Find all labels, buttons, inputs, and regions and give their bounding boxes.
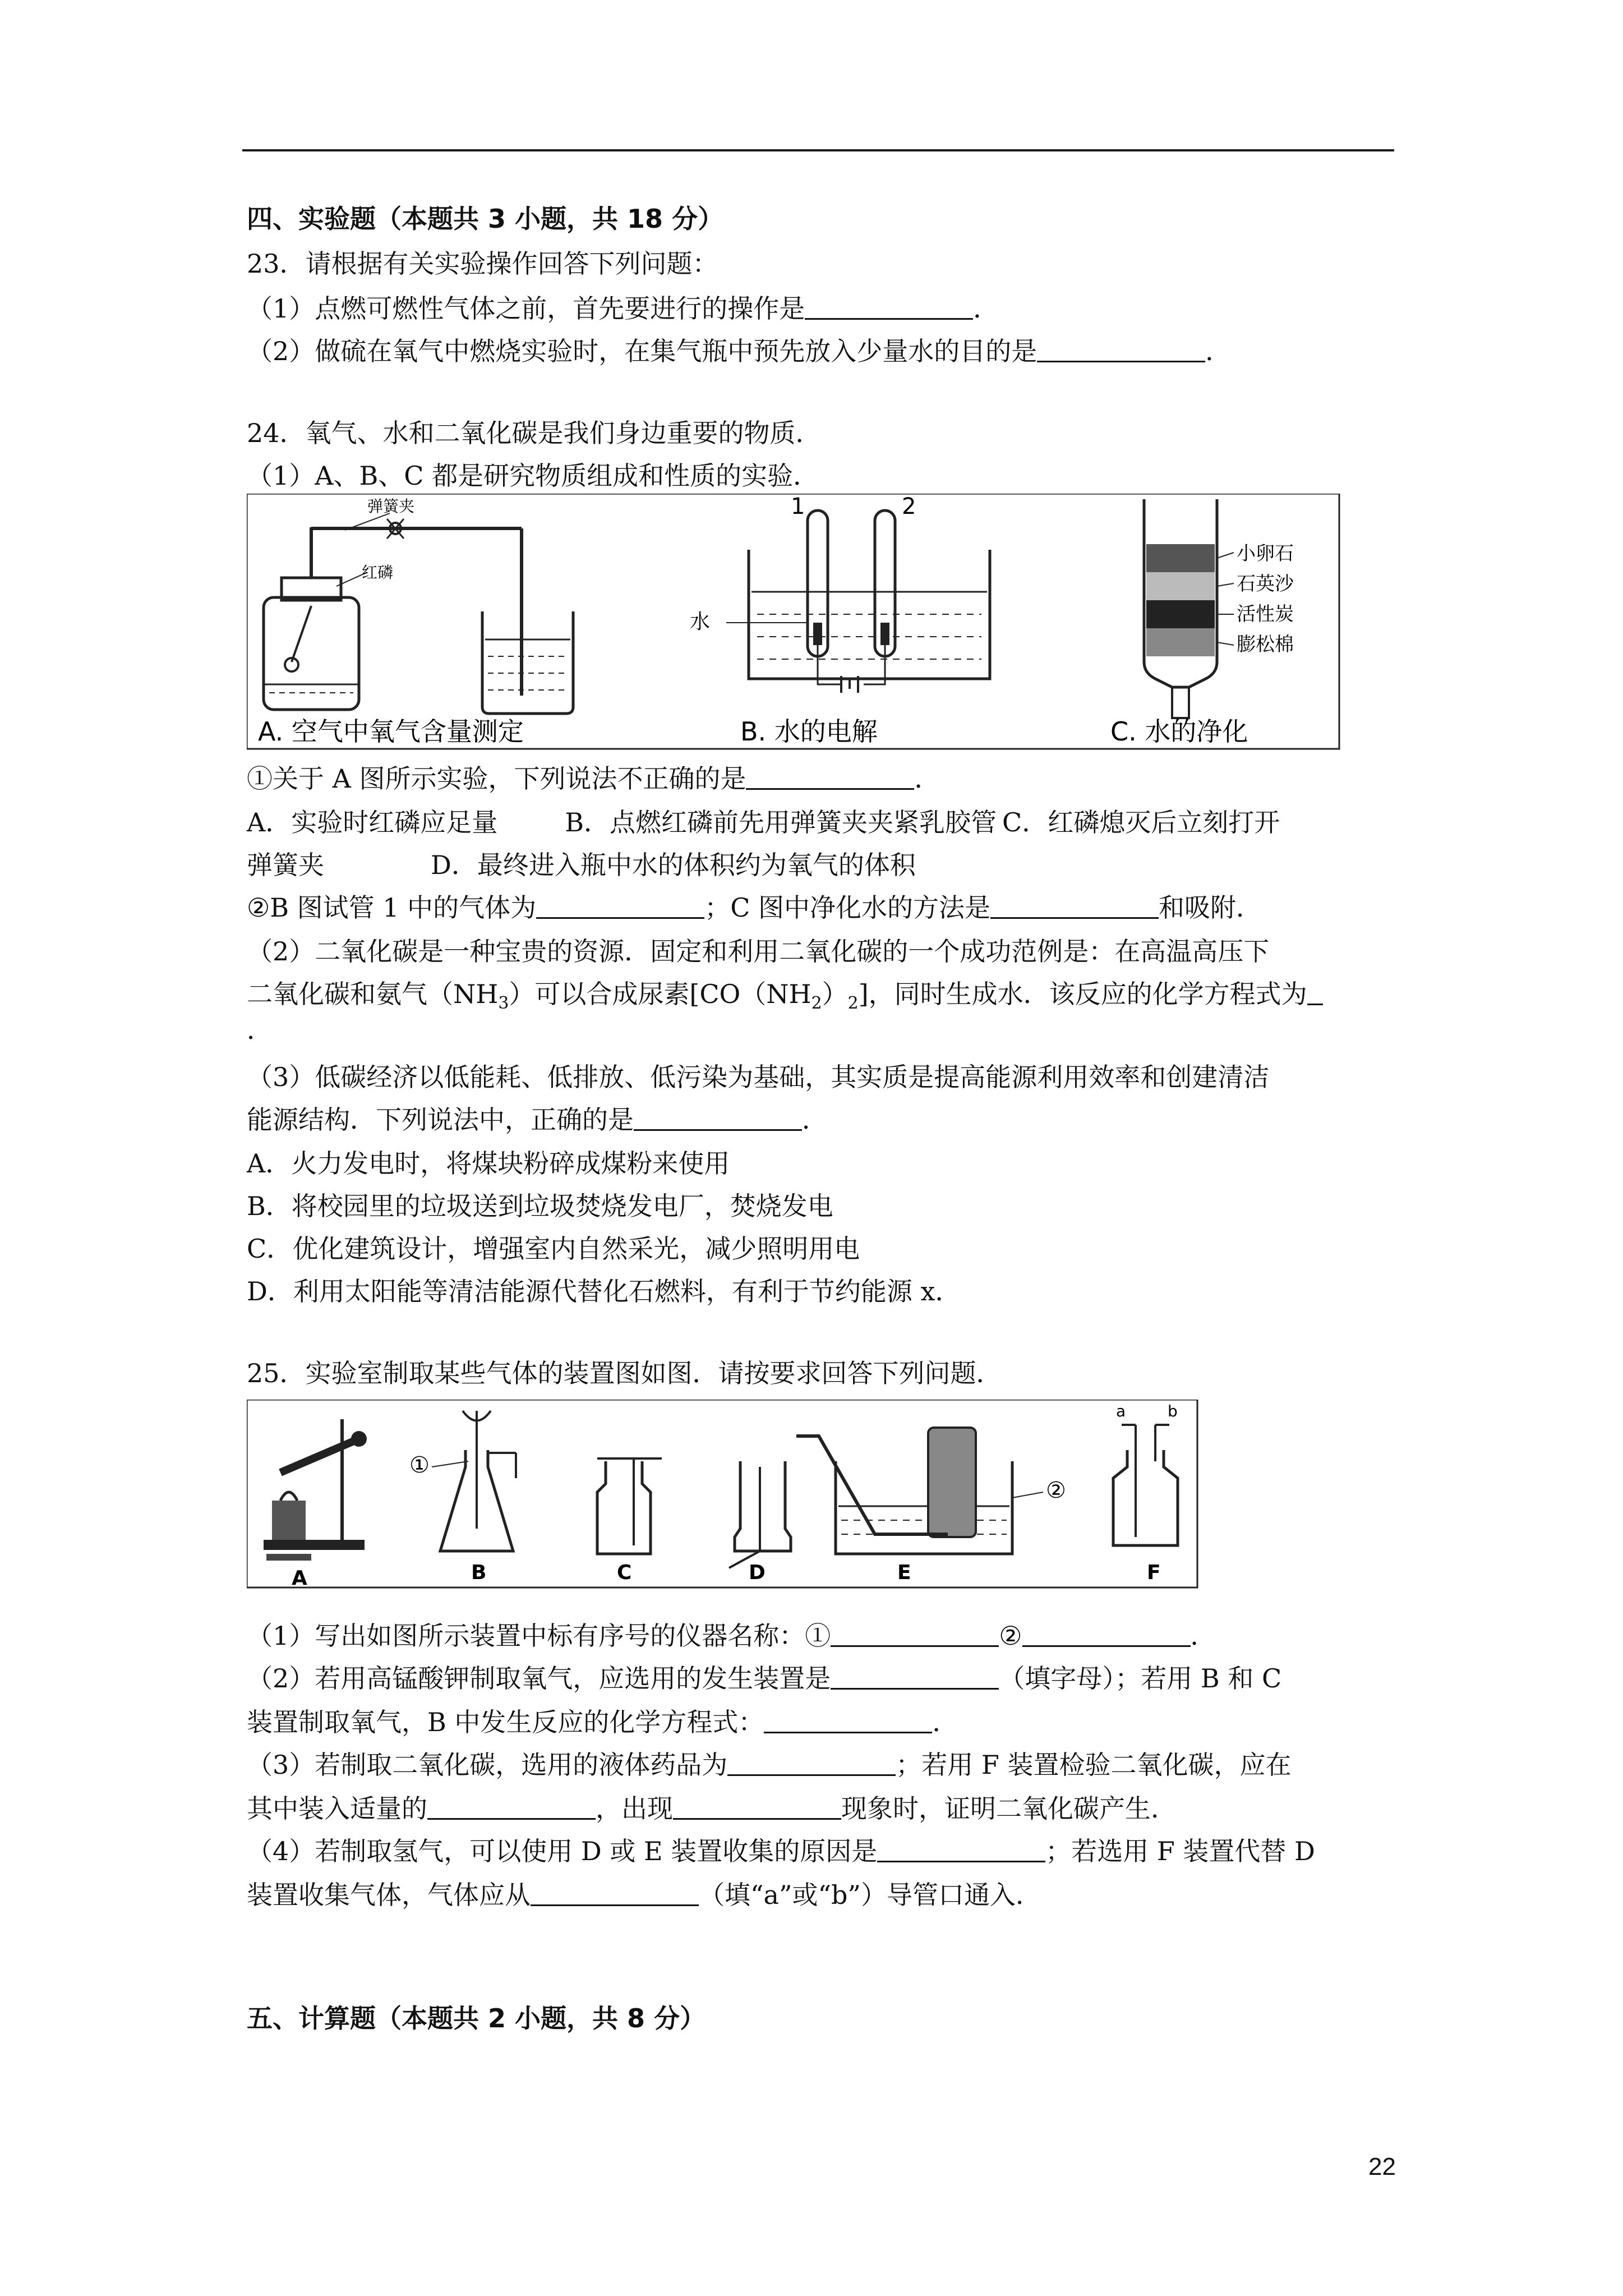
answer-blank[interactable]: [831, 1665, 999, 1690]
label-water: 水: [690, 610, 711, 633]
answer-blank[interactable]: [531, 1882, 699, 1906]
answer-blank[interactable]: [990, 895, 1159, 919]
q25-part4-line2: 装置收集气体，气体应从 （填“a”或“b”）导管口通入．: [247, 1880, 1041, 1910]
apparatus-b: [726, 510, 990, 693]
answer-blank[interactable]: [831, 1623, 999, 1647]
answer-blank[interactable]: [1037, 338, 1205, 362]
apparatus-e: [796, 1428, 1043, 1554]
label-red-phosphorus: 红磷: [362, 563, 394, 582]
marker-1: ①: [409, 1452, 430, 1478]
label-tube-2: 2: [902, 494, 916, 519]
apparatus-c: [1144, 499, 1234, 718]
q24-part2-line3: ．: [247, 1015, 273, 1045]
q25-part2-line2: 装置制取氧气，B 中发生反应的化学方程式： ．: [247, 1707, 958, 1737]
answer-blank[interactable]: [1307, 981, 1323, 1005]
q25-part4-line1: （4）若制取氢气，可以使用 D 或 E 装置收集的原因是 ；若选用 F 装置代替 D: [247, 1836, 1315, 1866]
q24-figure: [247, 494, 1340, 752]
q23-stem: 23．请根据有关实验操作回答下列问题：: [247, 249, 718, 279]
label-b: B: [471, 1561, 487, 1584]
section-5-title: 五、计算题（本题共 2 小题，共 8 分）: [247, 2003, 706, 2033]
marker-2: ②: [1046, 1478, 1066, 1503]
q25-part1: （1）写出如图所示装置中标有序号的仪器名称：① ② ．: [247, 1621, 1216, 1651]
apparatus-b: [432, 1411, 516, 1551]
q24-option-a: A．火力发电时，将煤块粉碎成煤粉来使用: [247, 1148, 730, 1179]
label-tube-1: 1: [791, 494, 805, 519]
q24-part3-line2: 能源结构．下列说法中，正确的是 ．: [247, 1105, 828, 1135]
q24-part3-line1: （3）低碳经济以低能耗、低排放、低污染为基础，其实质是提高能源利用效率和创建清洁: [247, 1062, 1270, 1092]
label-activated-carbon: 活性炭: [1237, 603, 1294, 625]
q23-part2: （2）做硫在氧气中燃烧实验时，在集气瓶中预先放入少量水的目的是 ．: [247, 336, 1232, 366]
q23-part1: （1）点燃可燃性气体之前，首先要进行的操作是 ．: [247, 293, 999, 324]
apparatus-f: [1113, 1425, 1178, 1545]
label-cotton: 膨松棉: [1237, 633, 1294, 656]
q24-part2-line2: 二氧化碳和氨气$(NH_3)$可以合成尿素$[CO(NH_2)_2]$，同时生成水．该反应的化学方程式为: [247, 977, 1323, 1020]
q24-options-row2: 弹簧夹 D．最终进入瓶中水的体积约为氧气的体积: [247, 850, 916, 880]
label-quartz-sand: 石英沙: [1237, 573, 1294, 595]
apparatus-a: [264, 1419, 367, 1561]
answer-blank[interactable]: [427, 1796, 596, 1820]
q25-part3-line2: 其中装入适量的 ，出现 现象时，证明二氧化碳产生．: [247, 1793, 1177, 1824]
answer-blank[interactable]: [727, 1752, 896, 1776]
answer-blank[interactable]: [1022, 1623, 1191, 1647]
q25-figure: [247, 1400, 1200, 1590]
q25-stem: 25．实验室制取某些气体的装置图如图．请按要求回答下列问题．: [247, 1358, 1002, 1388]
answer-blank[interactable]: [764, 1709, 932, 1733]
q24-s1: ①关于 A 图所示实验，下列说法不正确的是 ．: [247, 763, 940, 794]
label-spring-clip: 弹簧夹: [367, 497, 415, 516]
apparatus-a: [264, 513, 573, 714]
q25-part2-line1: （2）若用高锰酸钾制取氧气，应选用的发生装置是 （填字母）；若用 B 和 C: [247, 1663, 1282, 1694]
page-number: 22: [1368, 2153, 1396, 2180]
answer-blank[interactable]: [536, 895, 704, 919]
q24-options-row1: A．实验时红磷应足量 B．点燃红磷前先用弹簧夹夹紧乳胶管 C．红磷熄灭后立刻打开: [247, 807, 1280, 838]
q24-part2-line1: （2）二氧化碳是一种宝贵的资源．固定和利用二氧化碳的一个成功范例是：在高温高压下: [247, 936, 1270, 967]
q24-option-d: D．利用太阳能等清洁能源代替化石燃料，有利于节约能源 x．: [247, 1276, 961, 1306]
answer-blank[interactable]: [673, 1796, 841, 1820]
answer-blank[interactable]: [746, 766, 914, 790]
apparatus-c: [597, 1458, 662, 1554]
label-pebbles: 小卵石: [1237, 542, 1294, 565]
tube-label-b: b: [1168, 1402, 1178, 1420]
label-f: F: [1147, 1561, 1161, 1584]
answer-blank[interactable]: [805, 296, 973, 320]
answer-blank[interactable]: [634, 1107, 802, 1131]
header-rule: [242, 149, 1394, 151]
label-e: E: [897, 1561, 911, 1584]
caption-c: C. 水的净化: [1110, 716, 1248, 747]
label-c: C: [617, 1561, 632, 1584]
q24-part1: （1）A、B、C 都是研究物质组成和性质的实验．: [247, 461, 819, 491]
section-4-title: 四、实验题（本题共 3 小题，共 18 分）: [247, 204, 724, 234]
q24-option-c: C．优化建筑设计，增强室内自然采光，减少照明用电: [247, 1234, 860, 1264]
q25-part3-line1: （3）若制取二氧化碳，选用的液体药品为 ；若用 F 装置检验二氧化碳，应在: [247, 1750, 1292, 1780]
apparatus-d: [729, 1461, 791, 1568]
q24-s2: ②B 图试管 1 中的气体为 ；C 图中净化水的方法是 和吸附．: [247, 892, 1262, 923]
tube-label-a: a: [1116, 1402, 1126, 1420]
caption-b: B. 水的电解: [740, 716, 878, 747]
q24-option-b: B．将校园里的垃圾送到垃圾焚烧发电厂，焚烧发电: [247, 1191, 833, 1221]
caption-a: A. 空气中氧气含量测定: [258, 716, 524, 747]
q24-stem: 24．氧气、水和二氧化碳是我们身边重要的物质．: [247, 418, 822, 448]
label-d: D: [749, 1561, 766, 1584]
label-a: A: [292, 1567, 307, 1590]
answer-blank[interactable]: [877, 1838, 1045, 1862]
